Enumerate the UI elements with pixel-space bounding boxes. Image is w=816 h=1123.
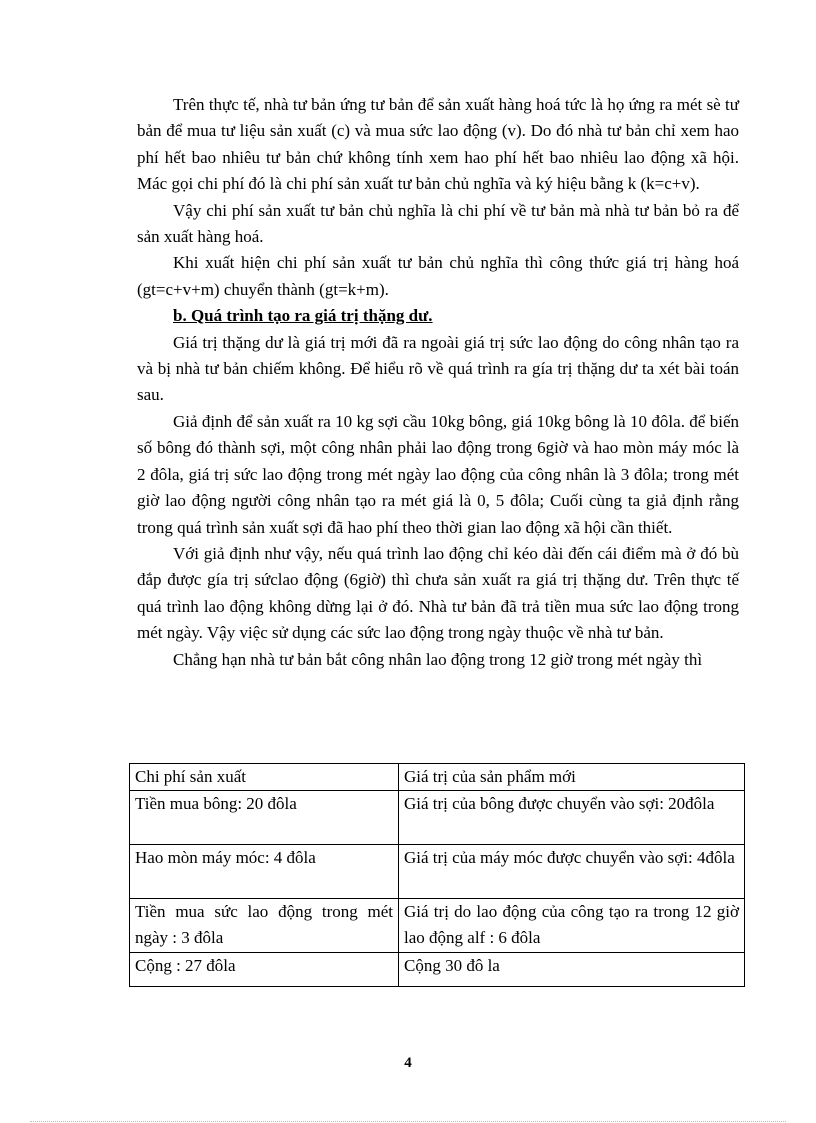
table-cell: Tiền mua bông: 20 đôla xyxy=(130,791,399,845)
body-text xyxy=(137,92,739,673)
table-cell: Giá trị của máy móc được chuyển vào sợi: 4đôla xyxy=(399,845,745,899)
table-row xyxy=(130,899,745,953)
table-header-cell: Chi phí sản xuất xyxy=(130,764,399,791)
paragraph: Khi xuất hiện chi phí sản xuất tư bản chủ nghĩa thì công thức giá trị hàng hoá (gt=c+v+m) chuyển thành (gt=k+m). xyxy=(137,253,739,299)
table-header-cell: Giá trị của sản phẩm mới xyxy=(399,764,745,791)
cost-value-table xyxy=(129,763,745,987)
table-cell: Tiền mua sức lao động trong mét ngày : 3 đôla xyxy=(130,899,399,953)
paragraph: Với giả định như vậy, nếu quá trình lao động chỉ kéo dài đến cái điểm mà ở đó bù đắp được gía trị sứclao động (6giờ) thì chưa sản xuất ra giá trị thặng dư. Trên thực tế quá trình lao động không dừng lại ở đó. Nhà tư bản đã trả tiền mua sức lao động trong mét ngày. Vậy việc sử dụng các sức lao động trong ngày thuộc về nhà tư bản. xyxy=(137,543,739,643)
table-row xyxy=(130,953,745,987)
paragraph: Giá trị thặng dư là giá trị mới đã ra ngoài giá trị sức lao động do công nhân tạo ra và bị nhà tư bản chiếm không. Để hiểu rõ về quá trình ra gía trị thặng dư ta xét bài toán sau. xyxy=(137,332,739,405)
paragraph: Trên thực tế, nhà tư bản ứng tư bản để sản xuất hàng hoá tức là họ ứng ra mét sè tư bản để mua tư liệu sản xuất (c) và mua sức lao động (v). Do đó nhà tư bản chỉ xem hao phí hết bao nhiêu tư bản chứ không tính xem hao phí hết bao nhiêu lao động xã hội. Mác gọi chi phí đó là chi phí sản xuất tư bản chủ nghĩa và ký hiệu bằng k (k=c+v). xyxy=(137,95,739,194)
table-cell: Giá trị của bông được chuyển vào sợi: 20đôla xyxy=(399,791,745,845)
table-header-row xyxy=(130,764,745,791)
paragraph: Vậy chi phí sản xuất tư bản chủ nghĩa là chi phí về tư bản mà nhà tư bản bỏ ra để sản xuất hàng hoá. xyxy=(137,200,739,247)
paragraph: Giả định để sản xuất ra 10 kg sợi cầu 10kg bông, giá 10kg bông là 10 đôla. để biến số bông đó thành sợi, một công nhân phải lao động trong 6giờ và hao mòn máy móc là 2 đôla, giá trị sức lao động trong mét ngày lao động của công nhân là 3 đôla; trong mét giờ lao động người công nhân tạo ra mét giá là 0, 5 đôla; Cuối cùng ta giả định rằng trong quá trình sản xuất sợi đã hao phí theo thời gian lao động xã hội cần thiết. xyxy=(137,411,739,537)
footer-divider xyxy=(30,1121,786,1122)
page-number: 4 xyxy=(404,1055,412,1071)
table-cell: Giá trị do lao động của công tạo ra trong 12 giờ lao động alf : 6 đôla xyxy=(399,899,745,953)
table-row xyxy=(130,845,745,899)
paragraph: Chẳng hạn nhà tư bản bắt công nhân lao động trong 12 giờ trong mét ngày thì xyxy=(173,649,703,669)
section-heading: b. Quá trình tạo ra giá trị thặng dư. xyxy=(173,306,433,326)
table-cell: Hao mòn máy móc: 4 đôla xyxy=(130,845,399,899)
table-row xyxy=(130,791,745,845)
table-cell: Cộng 30 đô la xyxy=(399,953,745,987)
table-cell: Cộng : 27 đôla xyxy=(130,953,399,987)
